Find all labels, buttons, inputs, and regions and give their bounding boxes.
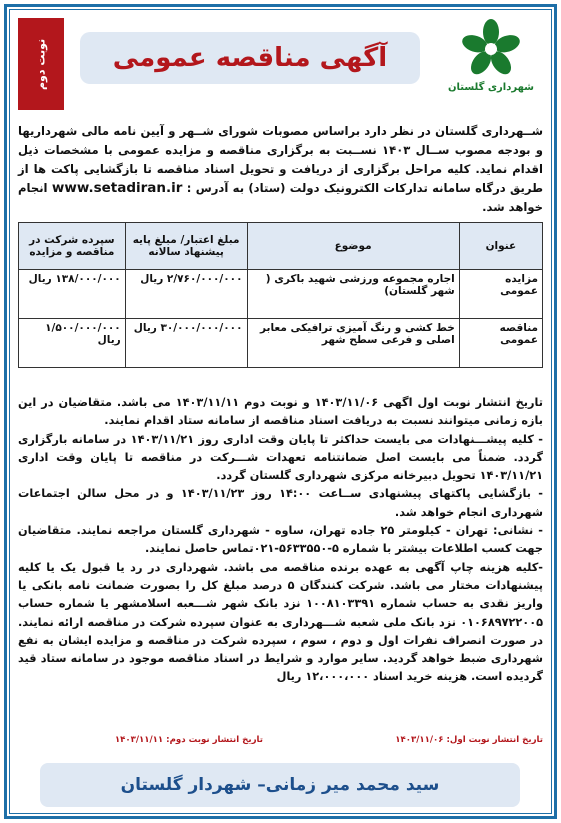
col-header-subject: موضوع [247,223,459,270]
second-publication-date: تاریخ انتشار نوبت دوم: ۱۴۰۳/۱۱/۱۱ [114,735,263,745]
col-header-deposit: سپرده شرکت در مناقصه و مزایده [19,223,126,270]
cell-title: مزایده عمومی [459,270,542,319]
cell-credit: ۳۰/۰۰۰/۰۰۰/۰۰۰ ریال [125,319,247,368]
publication-dates [18,733,543,751]
cell-deposit: ۱/۵۰۰/۰۰۰/۰۰۰ ریال [19,319,126,368]
detail-paragraph: - کلیه پیشـــنهادات می بایست حداکثر تا پایان وقت اداری روز ۱۴۰۳/۱۱/۲۱ در سامانه بارگزاری گردد. ضمناً می بایست اصل ضمانتنامه تعهدات شـــرکت در مناقصه تا پایان وقت اداری ۱۴۰۳/۱۱/۲۱ تحویل دبیرخانه مرکزی شهرداری گلستان گردد. [18,432,543,483]
detail-paragraph: - نشانی: تهران - کیلومتر ۲۵ جاده تهران، ساوه - شهرداری گلستان مراجعه نمایند. متقاضیان جهت کسب اطلاعات بیشتر با شماره ۵-۵۶۳۳۵۵۰-۰۲۱تماس حاصل نمایند. [18,524,543,556]
first-publication-date: تاریخ انتشار نوبت اول: ۱۴۰۳/۱۱/۰۶ [395,735,543,745]
cell-subject: خط کشی و رنگ آمیزی ترافیکی معابر اصلی و فرعی سطح شهر [247,319,459,368]
setad-website-link[interactable]: www.setadiran.ir [51,180,183,196]
table-row [19,270,543,319]
cell-credit: ۲/۷۶۰/۰۰۰/۰۰۰ ریال [125,270,247,319]
detail-paragraph: تاریخ انتشار نوبت اول اگهی ۱۴۰۳/۱۱/۰۶ و نوبت دوم ۱۴۰۳/۱۱/۱۱ می باشد. متقاضیان در این بازه زمانی میتوانند نسبت به دریافت اسناد مناقصه از سامانه ستاد اقدام نمایند. [18,396,543,428]
cell-subject: اجاره مجموعه ورزشی شهید باکری ( شهر گلستان) [247,270,459,319]
logo-caption: شهرداری گلستان [447,82,535,93]
detail-paragraph: -کلیه هزینه چاپ آگهی به عهده برنده مناقصه می باشد. شهرداری در رد یا قبول یک یا کلیه پیشنهادات مختار می باشد. شرکت کنندگان ۵ درصد مبلغ کل را بصورت ضمانت نامه بانکی یا واریز نقدی به حساب شماره ۱۰۰۸۱۰۳۳۹۱ نزد بانک شهر شـــعبه اسلامشهر یا شماره حساب ۰۱۰۶۸۹۷۲۲۰۰۵ نزد بانک ملی شعبه شـــهرداری به عنوان سپرده شرکت در مناقصه ارائه نمایند. در صورت انصراف نفرات اول و دوم ، سوم ، سپرده شرکت در مناقصه و مزایده ایشان به نفع شهرداری ضبط خواهد گردید. سایر موارد و شرایط در اسناد مناقصه موجود در سامانه ستاد قید گردیده است. هزینه خرید اسناد ۱۲،۰۰۰،۰۰۰ ریال [18,560,543,684]
intro-text: شــهرداری گلستان در نظر دارد براساس مصوبات شورای شــهر و آیین نامه مالی شهرداریها و بودجه مصوب ســال ۱۴۰۳ نســبت به برگزاری مناقصه و مزایده عمومی با مشخصات ذیل اقدام نماید. کلیه مراحل برگزاری از دریافت و تحویل اسناد مناقصه تا بازگشایی پاکت ها از طریق درگاه سامانه تدارکات الکترونیک دولت (ستاد) به آدرس : [18,124,543,195]
cell-deposit: ۱۳۸/۰۰۰/۰۰۰ ریال [19,270,126,319]
flower-logo-icon [458,18,524,80]
col-header-credit: مبلغ اعتبار/ مبلغ پایه پیشنهاد سالانه [125,223,247,270]
table-header-row [19,223,543,270]
municipality-logo [441,18,541,106]
notice-details [18,394,543,687]
intro-paragraph [18,122,543,217]
round-badge: نوبت دوم [18,18,64,110]
table-row [19,319,543,368]
notice-title: آگهی مناقصه عمومی [80,32,420,84]
intro-text-end: انجام خواهد شد. [18,181,543,214]
cell-title: مناقصه عمومی [459,319,542,368]
detail-paragraph: - بازگشایی پاکتهای پیشنهادی ســاعت ۱۴:۰۰ روز ۱۴۰۳/۱۱/۲۳ و در محل سالن اجتماعات شهرداری انجام خواهد شد. [18,487,543,519]
tenders-table [18,222,543,368]
col-header-title: عنوان [459,223,542,270]
mayor-signature: سید محمد میر زمانی– شهردار گلستان [40,763,520,807]
notice-header [14,14,547,110]
